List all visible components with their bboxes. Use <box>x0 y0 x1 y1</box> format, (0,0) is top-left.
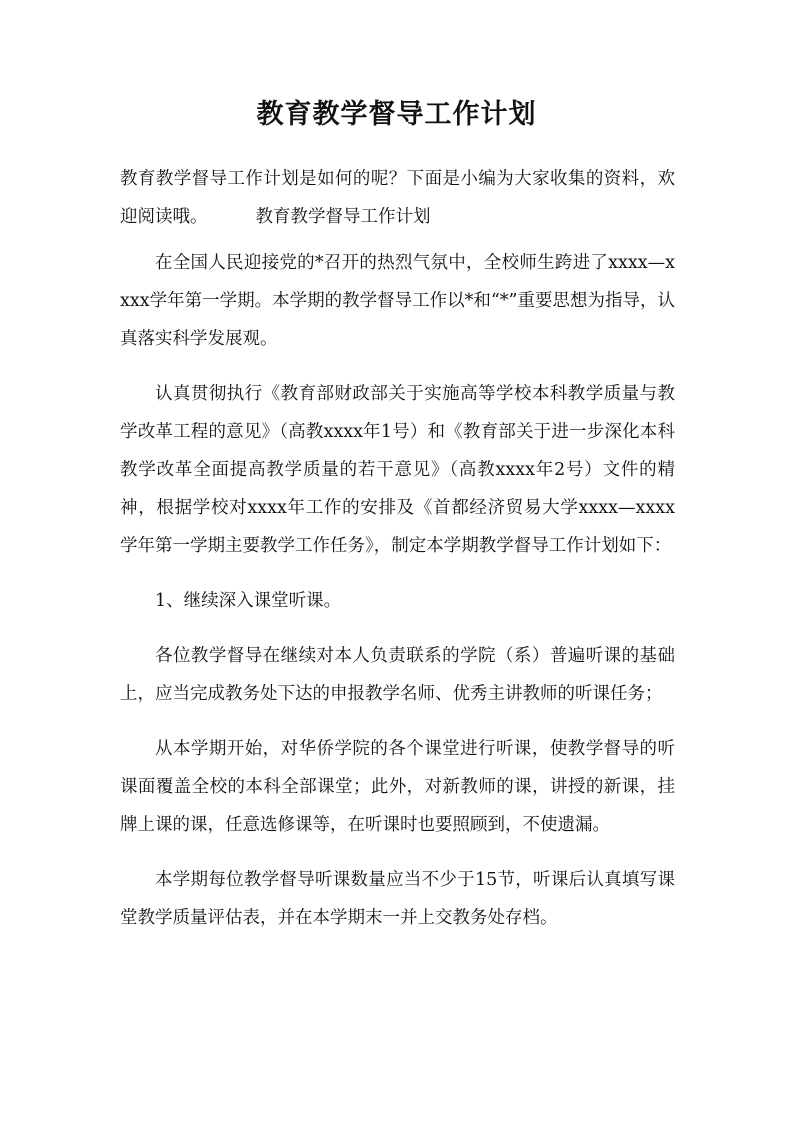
body-paragraph: 在全国人民迎接党的*召开的热烈气氛中，全校师生跨进了xxxx—xxxx学年第一学期。本学期的教学督导工作以*和“*”重要思想为指导，认真落实科学发展观。 <box>120 253 675 349</box>
intro-paragraph <box>120 160 675 236</box>
intro-text: 教育教学督导工作计划是如何的呢？下面是小编为大家收集的资料，欢迎阅读哦。 <box>120 169 675 227</box>
body-paragraph: 本学期每位教学督导听课数量应当不少于15节，听课后认真填写课堂教学质量评估表，并在本学期末一并上交教务处存档。 <box>120 870 675 928</box>
body-paragraph: 认真贯彻执行《教育部财政部关于实施高等学校本科教学质量与教学改革工程的意见》（高教xxxx年1号）和《教育部关于进一步深化本科教学改革全面提高教学质量的若干意见》（高教xxxx年2号）文件的精神，根据学校对xxxx年工作的安排及《首都经济贸易大学xxxx—xxxx学年第一学期主要教学工作任务》，制定本学期教学督导工作计划如下： <box>120 384 675 556</box>
body-paragraph: 从本学期开始，对华侨学院的各个课堂进行听课，使教学督导的听课面覆盖全校的本科全部课堂；此外，对新教师的课，讲授的新课，挂牌上课的课，任意选修课等，在听课时也要照顾到，不使遗漏。 <box>120 739 675 835</box>
body-paragraph: 各位教学督导在继续对本人负责联系的学院（系）普遍听课的基础上，应当完成教务处下达的申报教学名师、优秀主讲教师的听课任务； <box>120 646 675 704</box>
list-item-heading: 1、继续深入课堂听课。 <box>155 591 342 611</box>
document-title: 教育教学督导工作计划 <box>256 99 537 130</box>
document-body <box>120 160 675 954</box>
intro-repeat-title: 教育教学督导工作计划 <box>255 207 431 227</box>
